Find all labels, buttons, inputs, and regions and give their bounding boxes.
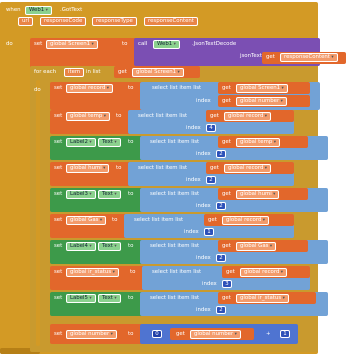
var-dropdown-screen1-r1[interactable]: global Screen1 ▾: [236, 84, 288, 93]
property-dropdown-r3[interactable]: Text ▾: [98, 138, 121, 147]
index-label-r7: index: [196, 255, 211, 261]
var-dropdown-record-r4[interactable]: global record ▾: [224, 164, 271, 173]
to-label-r5: to: [128, 191, 134, 197]
property-dropdown-r7[interactable]: Text ▾: [98, 242, 121, 251]
set-label-r2: set: [54, 113, 63, 119]
select-label-r7: select list item list: [150, 243, 200, 249]
index-number-r9[interactable]: 2: [216, 306, 226, 314]
var-dropdown-number-r10[interactable]: global number ▾: [66, 330, 117, 339]
property-dropdown-r9[interactable]: Text ▾: [98, 294, 121, 303]
number-one[interactable]: 1: [280, 330, 290, 338]
jsontext-param-label: jsonText: [240, 53, 262, 59]
select-label-r3: select list item list: [150, 139, 200, 145]
get-label-r4: get: [210, 165, 219, 171]
index-number-r3[interactable]: 2: [216, 150, 226, 158]
param-responseType[interactable]: responseType: [92, 17, 137, 26]
var-dropdown-gas-r7[interactable]: global Gas ▾: [236, 242, 276, 251]
to-label-r6: to: [112, 217, 118, 223]
select-label-r8: select list item list: [152, 269, 202, 275]
var-dropdown-record-r8[interactable]: global record ▾: [240, 268, 287, 277]
get-label-r7: get: [222, 243, 231, 249]
get-label-r1b: get: [222, 98, 231, 104]
var-dropdown-screen1-2[interactable]: global Screen1 ▾: [132, 68, 184, 77]
var-dropdown-record-r2[interactable]: global record ▾: [224, 112, 271, 121]
index-label-r2: index: [186, 125, 201, 131]
get-label-r10: get: [176, 331, 185, 337]
to-label: to: [122, 41, 128, 47]
do-label-2: do: [34, 87, 41, 93]
index-number-r8[interactable]: 3: [222, 280, 232, 288]
property-dropdown-r5[interactable]: Text ▾: [98, 190, 121, 199]
event-name: .GotText: [60, 7, 83, 13]
web1-component-dropdown[interactable]: Web1 ▾: [25, 6, 52, 15]
index-label-r3: index: [196, 151, 211, 157]
get-label-r2: get: [210, 113, 219, 119]
var-dropdown-gas[interactable]: global Gas ▾: [66, 216, 106, 225]
do-label: do: [6, 41, 13, 47]
index-label-r4: index: [186, 177, 201, 183]
select-label-r2: select list item list: [138, 113, 188, 119]
set-label-r3: set: [54, 139, 63, 145]
var-dropdown-temp-r3[interactable]: global temp ▾: [236, 138, 280, 147]
to-label-r4: to: [116, 165, 122, 171]
for-each-label: for each: [34, 69, 57, 75]
to-label-r1: to: [128, 85, 134, 91]
get-label-r3: get: [222, 139, 231, 145]
get-label-r1a: get: [222, 85, 231, 91]
index-number-r6[interactable]: 1: [204, 228, 214, 236]
get-label-r6: get: [208, 217, 217, 223]
select-label-r5: select list item list: [150, 191, 200, 197]
math-settings-gear[interactable]: 0: [152, 330, 162, 338]
index-label-r1: index: [196, 98, 211, 104]
component-dropdown-label5[interactable]: Label5 ▾: [66, 294, 96, 303]
web1-dropdown-call[interactable]: Web1 ▾: [153, 40, 180, 49]
component-dropdown-label3[interactable]: Label3 ▾: [66, 190, 96, 199]
set-label-r10: set: [54, 331, 63, 337]
var-dropdown-ir-status[interactable]: global ir_status ▾: [66, 268, 119, 277]
index-label-r9: index: [196, 307, 211, 313]
to-label-r3: to: [128, 139, 134, 145]
index-number-r2[interactable]: 4: [206, 124, 216, 132]
select-label-r9: select list item list: [150, 295, 200, 301]
var-dropdown-record-r6[interactable]: global record ▾: [222, 216, 269, 225]
json-method-label: .JsonTextDecode: [192, 41, 237, 47]
get-label-2: get: [118, 69, 127, 75]
to-label-r7: to: [128, 243, 134, 249]
select-label-r6: select list item list: [134, 217, 184, 223]
set-label-r1: set: [54, 85, 63, 91]
set-label-r9: set: [54, 295, 63, 301]
var-dropdown-humi-r5[interactable]: global humi ▾: [236, 190, 279, 199]
var-dropdown-temp[interactable]: global temp ▾: [66, 112, 110, 121]
component-dropdown-label2[interactable]: Label2 ▾: [66, 138, 96, 147]
get-label-r5: get: [222, 191, 231, 197]
get-label-r8: get: [226, 269, 235, 275]
to-label-r8: to: [130, 269, 136, 275]
set-label-r7: set: [54, 243, 63, 249]
index-number-r7[interactable]: 2: [216, 254, 226, 262]
var-dropdown-screen1[interactable]: global Screen1 ▾: [46, 40, 98, 49]
var-dropdown-number-r10b[interactable]: global number ▾: [190, 330, 241, 339]
set-label-r5: set: [54, 191, 63, 197]
param-responseContent[interactable]: responseContent: [144, 17, 198, 26]
var-dropdown-responsecontent[interactable]: responseContent ▾: [280, 53, 338, 62]
set-label: set: [34, 41, 43, 47]
component-dropdown-label4[interactable]: Label4 ▾: [66, 242, 96, 251]
to-label-r10: to: [128, 331, 134, 337]
index-number-r5[interactable]: 2: [216, 202, 226, 210]
to-label-r9: to: [128, 295, 134, 301]
index-label-r6: index: [184, 229, 199, 235]
set-label-r6: set: [54, 217, 63, 223]
index-number-r4[interactable]: 2: [206, 176, 216, 184]
set-label-r4: set: [54, 165, 63, 171]
in-list-label: in list: [86, 69, 101, 75]
get-label: get: [266, 54, 275, 60]
plus-operator: +: [266, 331, 271, 337]
when-label: when: [6, 7, 21, 13]
param-responseCode[interactable]: responseCode: [40, 17, 86, 26]
index-label-r5: index: [196, 203, 211, 209]
var-dropdown-number-r1[interactable]: global number ▾: [236, 97, 287, 106]
select-label-r1: select list item list: [152, 85, 202, 91]
get-label-r9: get: [222, 295, 231, 301]
var-dropdown-record-r1[interactable]: global record ▾: [66, 84, 113, 93]
var-dropdown-humi[interactable]: global humi ▾: [66, 164, 109, 173]
call-label: call: [138, 41, 148, 47]
index-label-r8: index: [202, 281, 217, 287]
item-variable[interactable]: item: [64, 68, 84, 77]
select-label-r4: select list item list: [138, 165, 188, 171]
param-url[interactable]: url: [18, 17, 33, 26]
var-dropdown-ir-status-r9[interactable]: global ir_status ▾: [236, 294, 289, 303]
for-each-inner-gap: [36, 80, 40, 346]
to-label-r2: to: [116, 113, 122, 119]
set-label-r8: set: [54, 269, 63, 275]
